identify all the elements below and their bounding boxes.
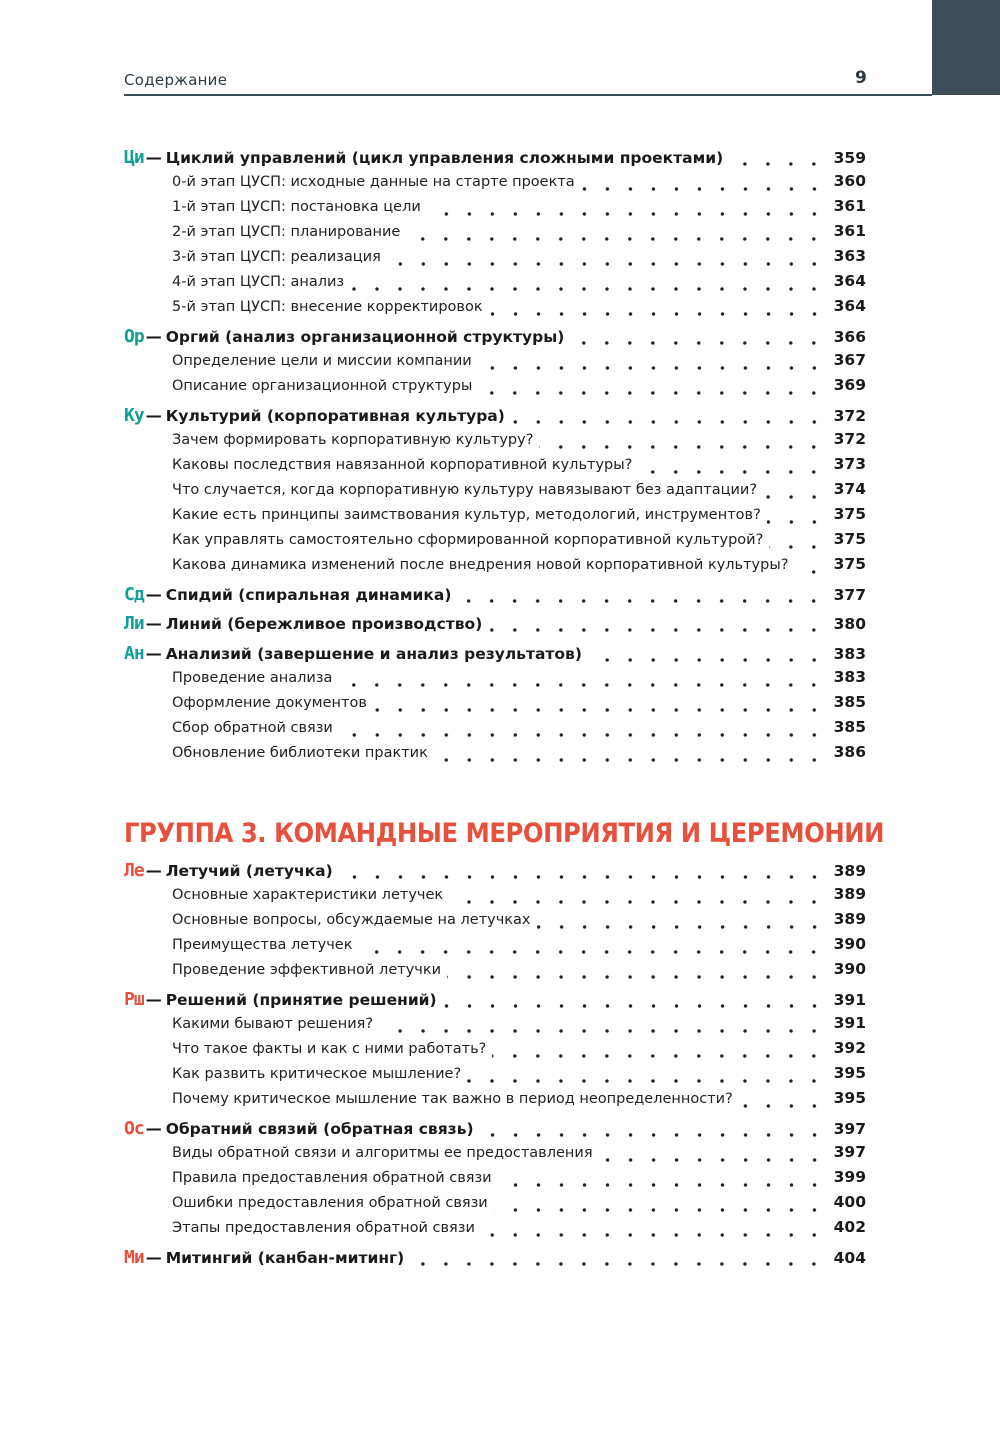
em-dash: —	[145, 1119, 162, 1138]
running-title: Содержание	[124, 71, 228, 89]
entry-page-number: 369	[833, 376, 866, 394]
dot-leader	[511, 420, 826, 424]
entry-abbreviation: Ми	[124, 1247, 144, 1268]
entry-title: Как управлять самостоятельно сформированной корпоративной культурой?	[172, 532, 764, 548]
dot-leader	[338, 683, 825, 687]
toc-sub-entry[interactable]	[172, 1039, 866, 1064]
entry-page-number: 390	[833, 960, 866, 978]
entry-title: Этапы предоставления обратной связи	[172, 1220, 475, 1236]
em-dash: —	[145, 585, 162, 604]
dot-leader	[729, 162, 825, 166]
toc-sub-entry[interactable]	[172, 693, 866, 718]
entry-page-number: 380	[833, 615, 866, 633]
entry-title: Что случается, когда корпоративную культуру навязывают без адаптации?	[172, 482, 758, 498]
entry-title: Каковы последствия навязанной корпоративной культуры?	[172, 457, 633, 473]
entry-title: Правила предоставления обратной связи	[172, 1170, 492, 1186]
dot-leader	[498, 1183, 826, 1187]
entry-title: 5-й этап ЦУСП: внесение корректировок	[172, 299, 483, 315]
dot-leader	[739, 1104, 826, 1108]
toc-sub-entry[interactable]	[172, 505, 866, 530]
toc-sub-entry[interactable]	[172, 297, 866, 322]
entry-page-number: 397	[833, 1120, 866, 1138]
entry-abbreviation: Ли	[124, 613, 144, 634]
entry-page-number: 389	[833, 910, 866, 928]
toc-sub-entry[interactable]	[172, 172, 866, 197]
entry-title: Ошибки предоставления обратной связи	[172, 1195, 488, 1211]
entry-abbreviation: Ци	[124, 147, 144, 168]
entry-abbreviation: Ос	[124, 1118, 144, 1139]
entry-page-number: 367	[833, 351, 866, 369]
entry-page-number: 363	[833, 247, 866, 265]
entry-page-number: 360	[833, 172, 866, 190]
dot-leader	[539, 445, 825, 449]
dot-leader	[339, 733, 826, 737]
entry-abbreviation: Ле	[124, 860, 144, 881]
dot-leader	[581, 187, 826, 191]
group-heading: ГРУППА 3. КОМАНДНЫЕ МЕРОПРИЯТИЯ И ЦЕРЕМОНИИ	[124, 818, 885, 849]
toc-sub-entry[interactable]	[172, 455, 866, 480]
em-dash: —	[145, 614, 162, 633]
entry-page-number: 391	[833, 991, 866, 1009]
entry-page-number: 366	[833, 328, 866, 346]
entry-abbreviation: Сд	[124, 584, 144, 605]
entry-title: Культурий (корпоративная культура)	[165, 407, 505, 425]
toc-main-entry[interactable]	[124, 613, 866, 638]
toc-sub-entry[interactable]	[172, 1143, 866, 1168]
em-dash: —	[145, 990, 162, 1009]
toc-sub-entry[interactable]	[172, 197, 866, 222]
dot-leader	[588, 658, 826, 662]
entry-title: Проведение анализа	[172, 670, 333, 686]
entry-page-number: 375	[833, 505, 866, 523]
entry-title: Определение цели и миссии компании	[172, 353, 472, 369]
dot-leader	[358, 950, 825, 954]
dot-leader	[379, 1029, 826, 1033]
dot-leader	[387, 262, 826, 266]
entry-title: Зачем формировать корпоративную культуру?	[172, 432, 534, 448]
toc-sub-entry[interactable]	[172, 555, 866, 580]
dot-leader	[489, 312, 826, 316]
toc-main-entry[interactable]	[124, 1118, 866, 1143]
corner-tab	[932, 0, 1000, 95]
dot-leader	[339, 875, 826, 879]
entry-title: Описание организационной структуры	[172, 378, 473, 394]
dot-leader	[492, 1054, 825, 1058]
dot-leader	[767, 520, 826, 524]
dot-leader	[478, 391, 825, 395]
entry-title: Анализий (завершение и анализ результатов)	[165, 645, 582, 663]
dot-leader	[449, 900, 825, 904]
entry-page-number: 395	[833, 1064, 866, 1082]
entry-title: Оформление документов	[172, 695, 367, 711]
dot-leader	[494, 1208, 826, 1212]
entry-title: Летучий (летучка)	[165, 862, 333, 880]
entry-page-number: 383	[833, 645, 866, 663]
entry-title: 3-й этап ЦУСП: реализация	[172, 249, 381, 265]
entry-page-number: 373	[833, 455, 866, 473]
toc-main-entry[interactable]	[124, 643, 866, 668]
dot-leader	[480, 1133, 826, 1137]
entry-page-number: 386	[833, 743, 866, 761]
entry-title: 1-й этап ЦУСП: постановка цели	[172, 199, 421, 215]
entry-page-number: 359	[833, 149, 866, 167]
toc-sub-entry[interactable]	[172, 351, 866, 376]
dot-leader	[467, 1079, 825, 1083]
entry-title: Какие есть принципы заимствования культур, методологий, инструментов?	[172, 507, 761, 523]
dot-leader	[373, 708, 826, 712]
em-dash: —	[145, 644, 162, 663]
dot-leader	[350, 287, 826, 291]
entry-page-number: 397	[833, 1143, 866, 1161]
entry-page-number: 383	[833, 668, 866, 686]
entry-page-number: 385	[833, 718, 866, 736]
entry-title: 0-й этап ЦУСП: исходные данные на старте проекта	[172, 174, 575, 190]
entry-page-number: 395	[833, 1089, 866, 1107]
entry-title: 4-й этап ЦУСП: анализ	[172, 274, 345, 290]
toc-sub-entry[interactable]	[172, 1064, 866, 1089]
toc-sub-entry[interactable]	[172, 935, 866, 960]
toc-main-entry[interactable]	[124, 584, 866, 609]
toc-sub-entry[interactable]	[172, 1218, 866, 1243]
toc-sub-entry[interactable]	[172, 668, 866, 693]
dot-leader	[406, 237, 825, 241]
toc-sub-entry[interactable]	[172, 376, 866, 401]
entry-page-number: 377	[833, 586, 866, 604]
dot-leader	[599, 1158, 826, 1162]
entry-page-number: 399	[833, 1168, 866, 1186]
toc-sub-entry[interactable]	[172, 1014, 866, 1039]
entry-title: Митингий (канбан-митинг)	[165, 1249, 405, 1267]
dot-leader	[481, 1233, 826, 1237]
entry-title: Решений (принятие решений)	[165, 991, 437, 1009]
toc-sub-entry[interactable]	[172, 960, 866, 985]
dot-leader	[769, 545, 825, 549]
toc-main-entry[interactable]	[124, 860, 866, 885]
entry-title: Преимущества летучек	[172, 937, 353, 953]
entry-title: Какова динамика изменений после внедрения новой корпоративной культуры?	[172, 557, 789, 573]
entry-page-number: 372	[833, 407, 866, 425]
dot-leader	[478, 366, 826, 370]
entry-page-number: 391	[833, 1014, 866, 1032]
running-header	[124, 68, 932, 96]
entry-title: Обновление библиотеки практик	[172, 745, 428, 761]
toc-sub-entry[interactable]	[172, 247, 866, 272]
dot-leader	[434, 758, 826, 762]
toc-sub-entry[interactable]	[172, 1168, 866, 1193]
toc-main-entry[interactable]	[124, 147, 866, 172]
dot-leader	[794, 570, 825, 574]
entry-page-number: 361	[833, 197, 866, 215]
dot-leader	[427, 212, 826, 216]
entry-abbreviation: Ку	[124, 405, 144, 426]
entry-title: Циклий управлений (цикл управления сложными проектами)	[165, 149, 724, 167]
toc-main-entry[interactable]	[124, 1247, 866, 1272]
dot-leader	[410, 1262, 825, 1266]
entry-page-number: 392	[833, 1039, 866, 1057]
entry-abbreviation: Рш	[124, 989, 144, 1010]
entry-page-number: 361	[833, 222, 866, 240]
entry-title: Основные характеристики летучек	[172, 887, 444, 903]
em-dash: —	[145, 1248, 162, 1267]
entry-page-number: 374	[833, 480, 866, 498]
page-number: 9	[855, 68, 867, 88]
em-dash: —	[145, 148, 162, 167]
em-dash: —	[145, 861, 162, 880]
entry-abbreviation: Ан	[124, 643, 144, 664]
entry-page-number: 375	[833, 555, 866, 573]
dot-leader	[457, 599, 825, 603]
entry-page-number: 385	[833, 693, 866, 711]
dot-leader	[570, 341, 825, 345]
toc-main-entry[interactable]	[124, 326, 866, 351]
entry-title: Основные вопросы, обсуждаемые на летучках	[172, 912, 531, 928]
dot-leader	[443, 1004, 826, 1008]
entry-page-number: 390	[833, 935, 866, 953]
toc-sub-entry[interactable]	[172, 743, 866, 768]
toc-sub-entry[interactable]	[172, 718, 866, 743]
entry-page-number: 364	[833, 297, 866, 315]
entry-title: Оргий (анализ организационной структуры)	[165, 328, 565, 346]
dot-leader	[488, 628, 825, 632]
entry-page-number: 402	[833, 1218, 866, 1236]
toc-sub-entry[interactable]	[172, 430, 866, 455]
toc-sub-entry[interactable]	[172, 272, 866, 297]
toc-sub-entry[interactable]	[172, 530, 866, 555]
entry-title: Как развить критическое мышление?	[172, 1066, 462, 1082]
dot-leader	[447, 975, 826, 979]
entry-title: Какими бывают решения?	[172, 1016, 374, 1032]
entry-page-number: 389	[833, 862, 866, 880]
entry-page-number: 404	[833, 1249, 866, 1267]
entry-title: Обратний связий (обратная связь)	[165, 1120, 474, 1138]
entry-page-number: 375	[833, 530, 866, 548]
entry-page-number: 372	[833, 430, 866, 448]
entry-title: Виды обратной связи и алгоритмы ее предоставления	[172, 1145, 593, 1161]
entry-title: Что такое факты и как с ними работать?	[172, 1041, 487, 1057]
dot-leader	[638, 470, 825, 474]
entry-page-number: 389	[833, 885, 866, 903]
entry-abbreviation: Ор	[124, 326, 144, 347]
toc-sub-entry[interactable]	[172, 910, 866, 935]
em-dash: —	[145, 327, 162, 346]
entry-title: Сбор обратной связи	[172, 720, 333, 736]
toc-main-entry[interactable]	[124, 989, 866, 1014]
entry-page-number: 364	[833, 272, 866, 290]
entry-title: Проведение эффективной летучки	[172, 962, 442, 978]
toc-sub-entry[interactable]	[172, 222, 866, 247]
toc-sub-entry[interactable]	[172, 885, 866, 910]
dot-leader	[537, 925, 826, 929]
entry-title: Линий (бережливое производство)	[165, 615, 483, 633]
entry-page-number: 400	[833, 1193, 866, 1211]
entry-title: Почему критическое мышление так важно в период неопределенности?	[172, 1091, 733, 1107]
toc-sub-entry[interactable]	[172, 1089, 866, 1114]
entry-title: Спидий (спиральная динамика)	[165, 586, 452, 604]
dot-leader	[763, 495, 826, 499]
toc-sub-entry[interactable]	[172, 480, 866, 505]
toc-sub-entry[interactable]	[172, 1193, 866, 1218]
entry-title: 2-й этап ЦУСП: планирование	[172, 224, 401, 240]
toc-main-entry[interactable]	[124, 405, 866, 430]
em-dash: —	[145, 406, 162, 425]
